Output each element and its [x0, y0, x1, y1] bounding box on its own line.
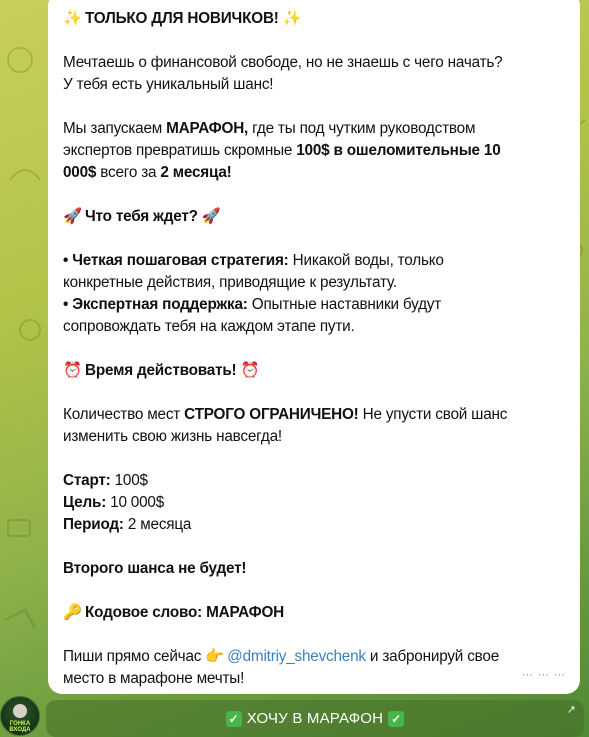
time-to-act-heading: ⏰ Время действовать! ⏰: [63, 360, 566, 382]
support-item: сопровождать тебя на каждом этапе пути.: [63, 318, 355, 335]
avatar-caption: ГОНКА ВХОДА: [9, 721, 31, 733]
places-text: Количество мест СТРОГО ОГРАНИЧЕНО! Не упусти свой шанс: [63, 406, 508, 423]
heading: ✨ ТОЛЬКО ДЛЯ НОВИЧКОВ! ✨: [63, 8, 566, 30]
marathon-button-label: ХОЧУ В МАРАФОН: [246, 710, 384, 727]
period-row: Период: 2 месяца: [63, 516, 192, 533]
write-text: Пиши прямо сейчас 👉 @dmitriy_shevchenk и забронируй свое: [63, 646, 566, 668]
rocket-icon: 🚀: [201, 208, 221, 225]
sparkles-icon: ✨: [63, 10, 82, 27]
places-text: изменить свою жизнь навсегда!: [63, 428, 282, 445]
code-word: 🔑 Кодовое слово: МАРАФОН: [63, 602, 566, 624]
launch-text: экспертов превратишь скромные 100$ в ошеломительные 10: [63, 142, 501, 159]
check-mark-icon: ✓: [226, 711, 242, 727]
avatar-face: [13, 704, 27, 718]
sparkles-icon: ✨: [282, 10, 302, 27]
message-bubble: [48, 0, 580, 694]
strategy-item: конкретные действия, приводящие к результату.: [63, 274, 397, 291]
intro-text: Мечтаешь о финансовой свободе, но не знаешь с чего начать?: [63, 54, 503, 71]
message-meta: ⋯ ⋯ ⋯: [521, 669, 566, 681]
launch-text: Мы запускаем МАРАФОН, где ты под чутким руководством: [63, 120, 476, 137]
intro-text: У тебя есть уникальный шанс!: [63, 76, 274, 93]
support-item: • Экспертная поддержка: Опытные наставники будут: [63, 296, 442, 313]
external-link-icon: ↗: [566, 704, 576, 716]
key-icon: 🔑: [63, 604, 82, 621]
check-mark-icon: ✓: [388, 711, 404, 727]
goal-row: Цель: 10 000$: [63, 494, 165, 511]
avatar[interactable]: [0, 696, 40, 736]
alarm-clock-icon: ⏰: [63, 362, 82, 379]
rocket-icon: 🚀: [63, 208, 82, 225]
username-link[interactable]: @dmitriy_shevchenk: [227, 648, 366, 665]
what-waits-heading: 🚀 Что тебя ждет? 🚀: [63, 206, 566, 228]
launch-text: 000$ всего за 2 месяца!: [63, 164, 232, 181]
marathon-button[interactable]: [46, 700, 584, 737]
alarm-clock-icon: ⏰: [240, 362, 260, 379]
pointing-hand-icon: 👉: [205, 648, 225, 665]
start-row: Старт: 100$: [63, 472, 148, 489]
write-text: место в марафоне мечты!: [63, 670, 245, 687]
no-second-chance: Второго шанса не будет!: [63, 560, 247, 577]
strategy-item: • Четкая пошаговая стратегия: Никакой воды, только: [63, 252, 444, 269]
